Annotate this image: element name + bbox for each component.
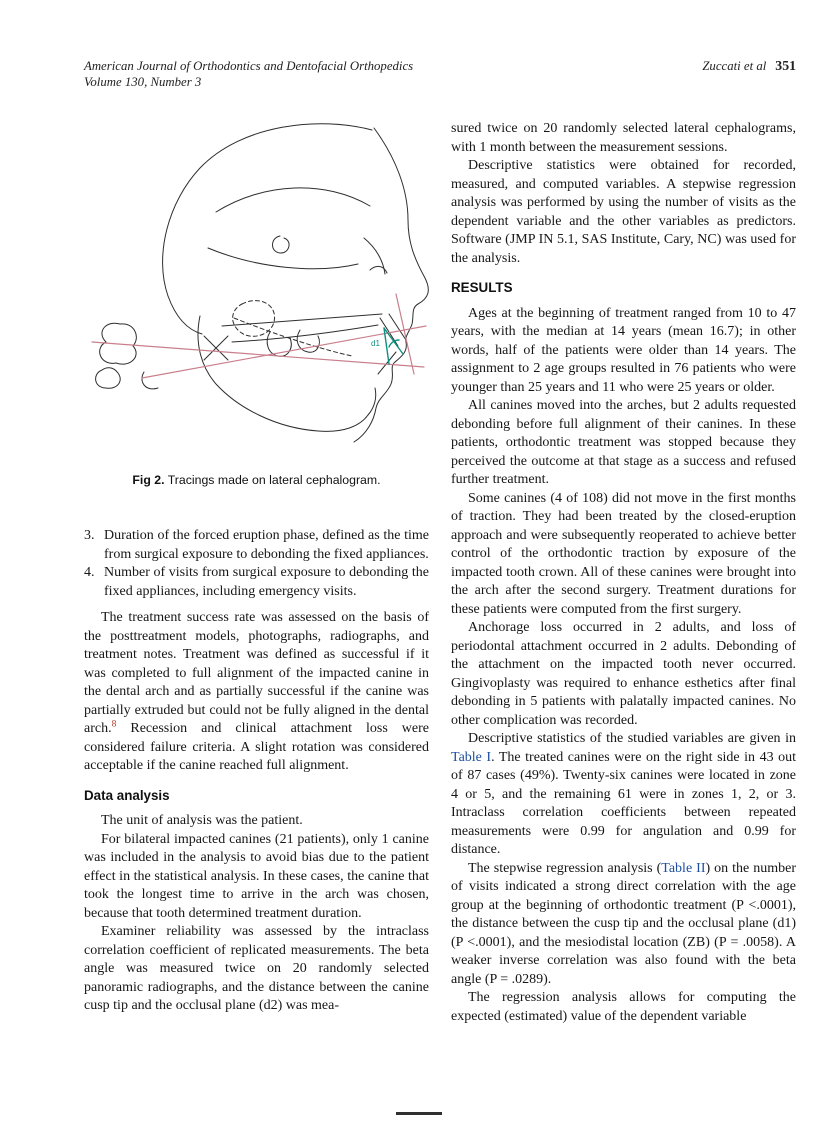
table-1-link[interactable]: Table I (451, 749, 492, 765)
list-item-text: Number of visits from surgical exposure to debonding the fixed appliances, including emergency visits. (104, 565, 429, 599)
paragraph: The regression analysis allows for computing the expected (estimated) value of the dependent variable (451, 990, 796, 1024)
paragraph: The unit of analysis was the patient. (101, 813, 303, 828)
figure-caption-label: Fig 2. (132, 473, 165, 487)
paragraph-text: Descriptive statistics of the studied variables are given in (468, 731, 796, 746)
spacer (84, 494, 429, 527)
scan-artifact-mark (396, 1112, 442, 1115)
impacted-canine-dashed-lines (233, 301, 352, 356)
journal-title: American Journal of Orthodontics and Dentofacial Orthopedics (84, 59, 414, 73)
list-item (84, 564, 429, 601)
paragraph: sured twice on 20 randomly selected lateral cephalograms, with 1 month between the measurement sessions. (451, 121, 796, 155)
paragraph: Examiner reliability was assessed by the intraclass correlation coefficient of replicated measurements. The beta angle was measured twice on 20 randomly selected panoramic radiographs, and the distance between the canine cusp tip and the occlusal plane (d2) was mea- (84, 924, 429, 1013)
list-item-number: 4. (84, 565, 95, 580)
cephalogram-tracing-image (84, 120, 430, 460)
paragraph (451, 730, 796, 860)
paragraph (451, 860, 796, 990)
methods-numbered-list (84, 527, 429, 601)
figure-annotation-label: d1 (371, 339, 380, 348)
two-column-body (84, 120, 796, 1026)
running-head-right (702, 58, 796, 74)
journal-info (84, 58, 413, 90)
section-heading-data-analysis: Data analysis (84, 787, 170, 803)
paragraph: Anchorage loss occurred in 2 adults, and loss of periodontal attachment occurred in 2 adults. Debonding of the attachment on the impacted tooth never occurred. Gingivoplasty was required to enhance esthetics after final debonding in 5 patients with palatally impacted canines. No other complication was recorded. (451, 620, 796, 728)
paragraph: All canines moved into the arches, but 2 adults requested debonding before full alignment of their canines. In these patients, orthodontic treatment was stopped because they perceived the outcome at that stage as a success and refused further treatment. (451, 398, 796, 487)
page-number: 351 (775, 58, 796, 73)
reference-citation-link[interactable]: 8 (111, 719, 117, 730)
table-2-link[interactable]: Table II (661, 860, 706, 876)
figure-caption (84, 473, 429, 488)
paragraph (84, 609, 429, 776)
paragraph: Ages at the beginning of treatment ranged from 10 to 47 years, with the median at 14 years (mean 16.7); in other words, half of the patients were older than 14 years. The assignment to 2 age groups resulted in 76 patients who were younger than 25 years and 11 who were 25 years or older. (451, 305, 796, 395)
paragraph: Descriptive statistics were obtained for recorded, measured, and computed variables. A stepwise regression analysis was performed by using the number of visits as the dependent variable and the other variables as predictors. Software (JMP IN 5.1, SAS Institute, Cary, NC) was used for the analysis. (451, 158, 796, 266)
skull-tracing-lines (96, 124, 429, 442)
paragraph-text: ) on the number of visits indicated a strong direct correlation with the age group at the beginning of orthodontic treatment (P <.0001), the distance between the cusp tip and the occlusal plane (d1) (P <.0001), and the mesiodistal location (ZB) (P = .0058). A weaker inverse correlation was also found with the beta angle (P = .0289). (451, 860, 796, 987)
section-heading-results: RESULTS (451, 280, 513, 295)
paragraph-text: . The treated canines were on the right side in 43 out of 87 cases (49%). Twenty-six canines were located in zone 4 or 5, and the remaining 61 were in zones 1, 2, or 3. Intraclass correlation coefficients between repeated measurements were 0.99 for angulation and 0.99 for distance. (451, 749, 796, 857)
paragraph-text: The treatment success rate was assessed on the basis of the posttreatment models, photographs, radiographs, and treatment notes. Treatment was defined as successful if it was completed to full alignment of the impacted canine in the dental arch and as partially successful if the canine was partially extruded but could not be fully aligned in the dental arch. (84, 610, 429, 736)
reference-plane-lines-red (92, 294, 426, 378)
left-column (84, 120, 429, 1026)
right-column (451, 120, 796, 1026)
figure-2 (84, 120, 429, 488)
running-authors: Zuccati et al (702, 59, 767, 73)
figure-caption-text: Tracings made on lateral cephalogram. (167, 473, 381, 487)
paragraph: Some canines (4 of 108) did not move in the first months of traction. They had been treated by the closed-eruption approach and were subsequently reoperated to achieve better control of the orthodontic traction by exposure of the impacted tooth crown. All of these canines were brought into the arch after the second surgery. Treatment durations for these patients were computed from the first surgery. (451, 490, 796, 617)
list-item-text: Duration of the forced eruption phase, defined as the time from surgical exposure to debonding the fixed appliances. (104, 528, 429, 562)
page-header (84, 58, 796, 90)
paragraph-text: The stepwise regression analysis ( (468, 860, 662, 876)
paragraph: For bilateral impacted canines (21 patients), only 1 canine was included in the analysis to avoid bias due to the patient effect in the statistical analysis. In these cases, the canine that took the longest time to arrive in the arch was chosen, because that tooth determined treatment duration. (84, 831, 429, 921)
list-item-number: 3. (84, 528, 95, 543)
paragraph-text: Recession and clinical attachment loss were considered failure criteria. A slight rotation was considered acceptable if the canine reached full alignment. (84, 721, 429, 773)
list-item (84, 527, 429, 564)
journal-volume: Volume 130, Number 3 (84, 75, 202, 89)
